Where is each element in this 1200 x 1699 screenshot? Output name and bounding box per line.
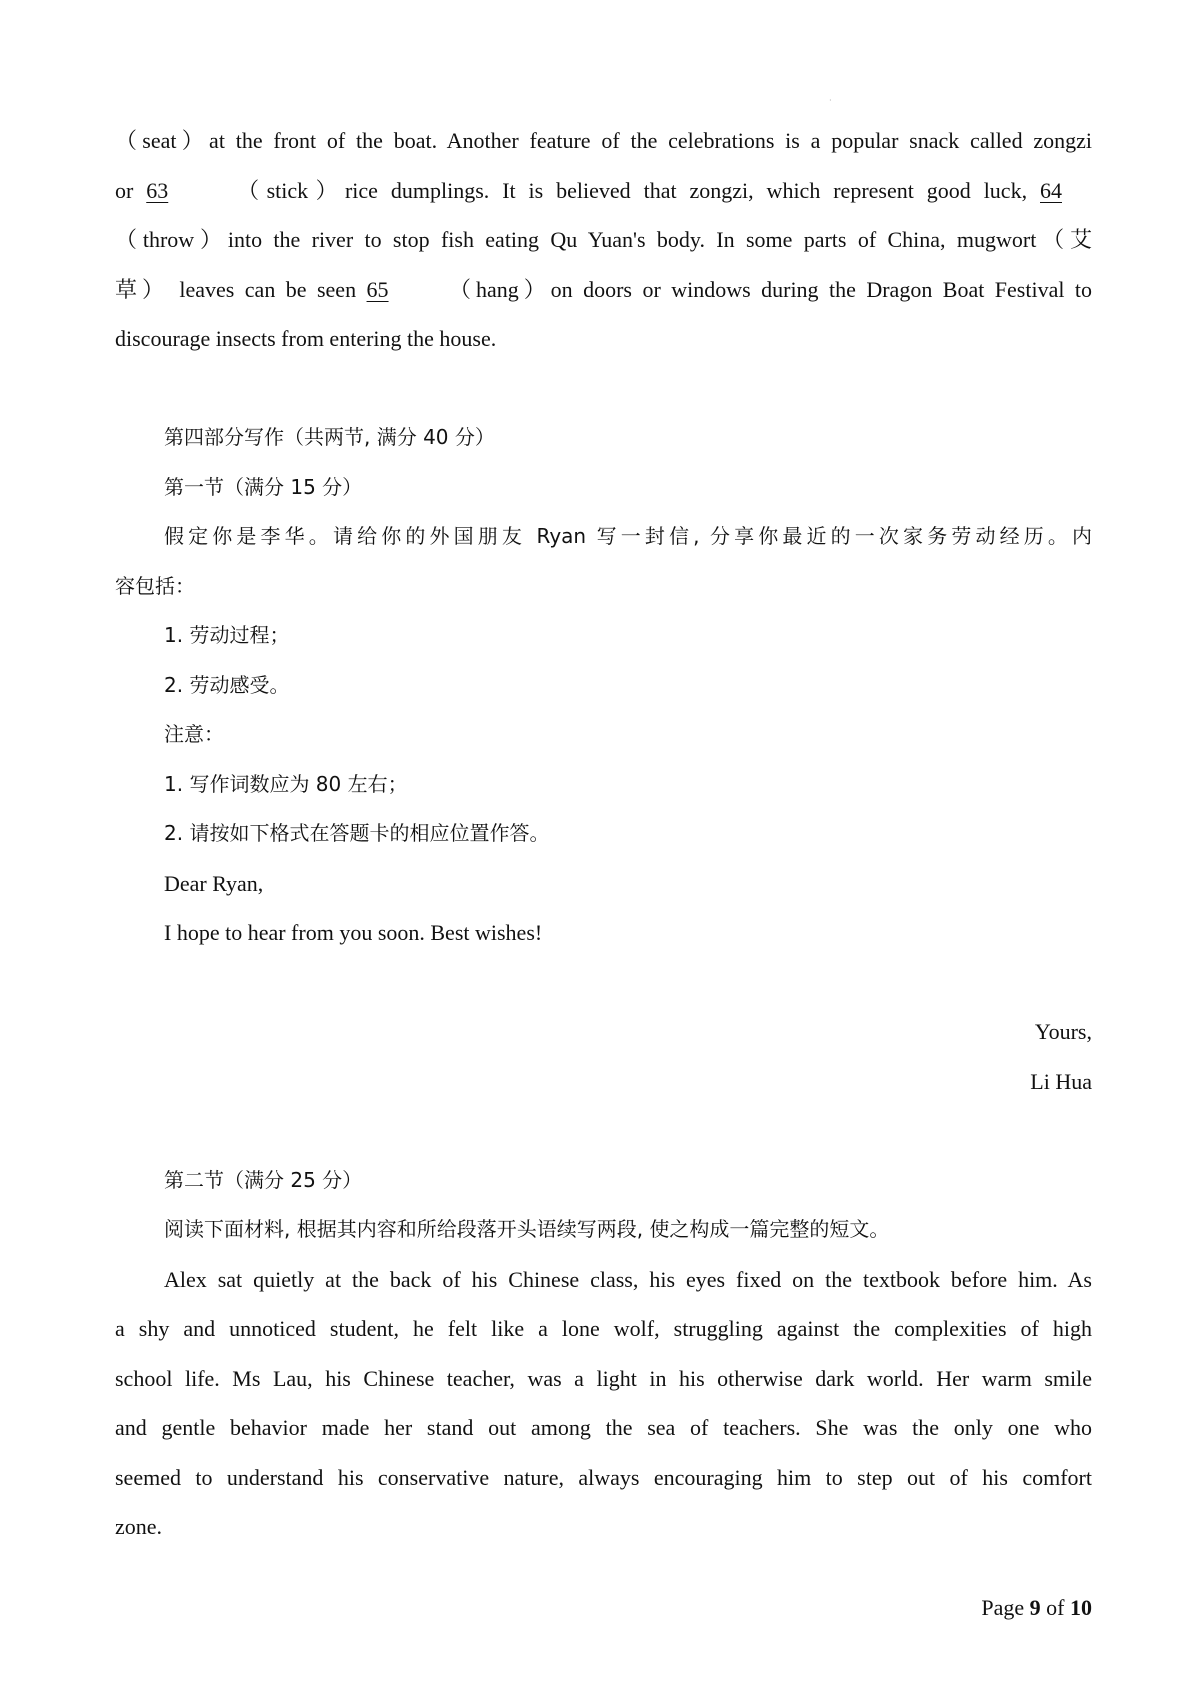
- passage-line-4-end: （hang）on doors or windows during the Dragon Boat Festival to: [449, 276, 1092, 302]
- spacer: [115, 958, 1092, 1008]
- footer-page-total: 10: [1070, 1595, 1092, 1620]
- notes-label: 注意：: [164, 722, 224, 746]
- passage-line-1: （seat）at the front of the boat. Another feature of the celebrations is a popular snack called zongzi: [115, 128, 1092, 153]
- passage-line-4-start: 草） leaves can be seen: [115, 276, 357, 302]
- section-one-prompt-line-2: 容包括：: [115, 573, 195, 598]
- note-2: 2. 请按如下格式在答题卡的相应位置作答。: [164, 821, 550, 845]
- story-line-3: school life. Ms Lau, his Chinese teacher, was a light in his otherwise dark world. Her warm smile: [115, 1365, 1092, 1391]
- content-item-2: 2. 劳动感受。: [164, 672, 290, 697]
- letter-greeting: Dear Ryan,: [164, 870, 264, 896]
- letter-signoff: Yours,: [1034, 1019, 1092, 1044]
- story-line-2: a shy and unnoticed student, he felt like a lone wolf, struggling against the complexities of high: [115, 1316, 1092, 1341]
- scan-dot: ·: [829, 96, 832, 105]
- footer-page-word: Page: [981, 1595, 1025, 1620]
- passage-line-4: [115, 265, 1092, 315]
- section-one-title: 第一节（满分 15 分）: [164, 474, 363, 499]
- letter-signature: Li Hua: [1030, 1068, 1092, 1094]
- letter-closing-line: I hope to hear from you soon. Best wishes!: [164, 920, 543, 945]
- story-line-5: seemed to understand his conservative nature, always encouraging him to step out of his comfort: [115, 1464, 1092, 1490]
- story-line-6: zone.: [115, 1514, 163, 1539]
- content-item-1: 1. 劳动过程；: [164, 623, 290, 647]
- passage-line-2-middle: （stick）rice dumplings. It is believed that zongzi, which represent good luck,: [237, 177, 1028, 203]
- note-1: 1. 写作词数应为 80 左右；: [164, 771, 408, 796]
- section-two-title: 第二节（满分 25 分）: [164, 1167, 363, 1192]
- section-one-prompt-line-1: 假定你是李华。请给你的外国朋友 Ryan 写一封信, 分享你最近的一次家务劳动经历。内: [164, 524, 1092, 548]
- spacer: [115, 1106, 1092, 1156]
- blank-63: 63: [146, 177, 169, 203]
- footer-of-word: of: [1046, 1595, 1065, 1620]
- blank-64: 64: [1040, 177, 1062, 203]
- story-line-1: Alex sat quietly at the back of his Chinese class, his eyes fixed on the textbook before him. As: [164, 1266, 1092, 1292]
- footer-page-number: 9: [1029, 1595, 1041, 1620]
- story-line-4: and gentle behavior made her stand out among the sea of teachers. She was the only one who: [115, 1415, 1092, 1440]
- passage-line-2: [115, 166, 1092, 216]
- passage-line-5: discourage insects from entering the house.: [115, 326, 497, 351]
- part-four-title: 第四部分写作（共两节, 满分 40 分）: [164, 425, 495, 449]
- page-footer: [981, 1595, 1092, 1621]
- passage-line-3: （throw）into the river to stop fish eating Qu Yuan's body. In some parts of China, mugwort（艾: [115, 227, 1092, 252]
- spacer: [115, 364, 1092, 414]
- passage-line-2-start: or: [115, 177, 134, 203]
- page-content: [115, 116, 1092, 1552]
- section-two-prompt: 阅读下面材料, 根据其内容和所给段落开头语续写两段, 使之构成一篇完整的短文。: [164, 1217, 890, 1241]
- blank-65: 65: [366, 276, 389, 302]
